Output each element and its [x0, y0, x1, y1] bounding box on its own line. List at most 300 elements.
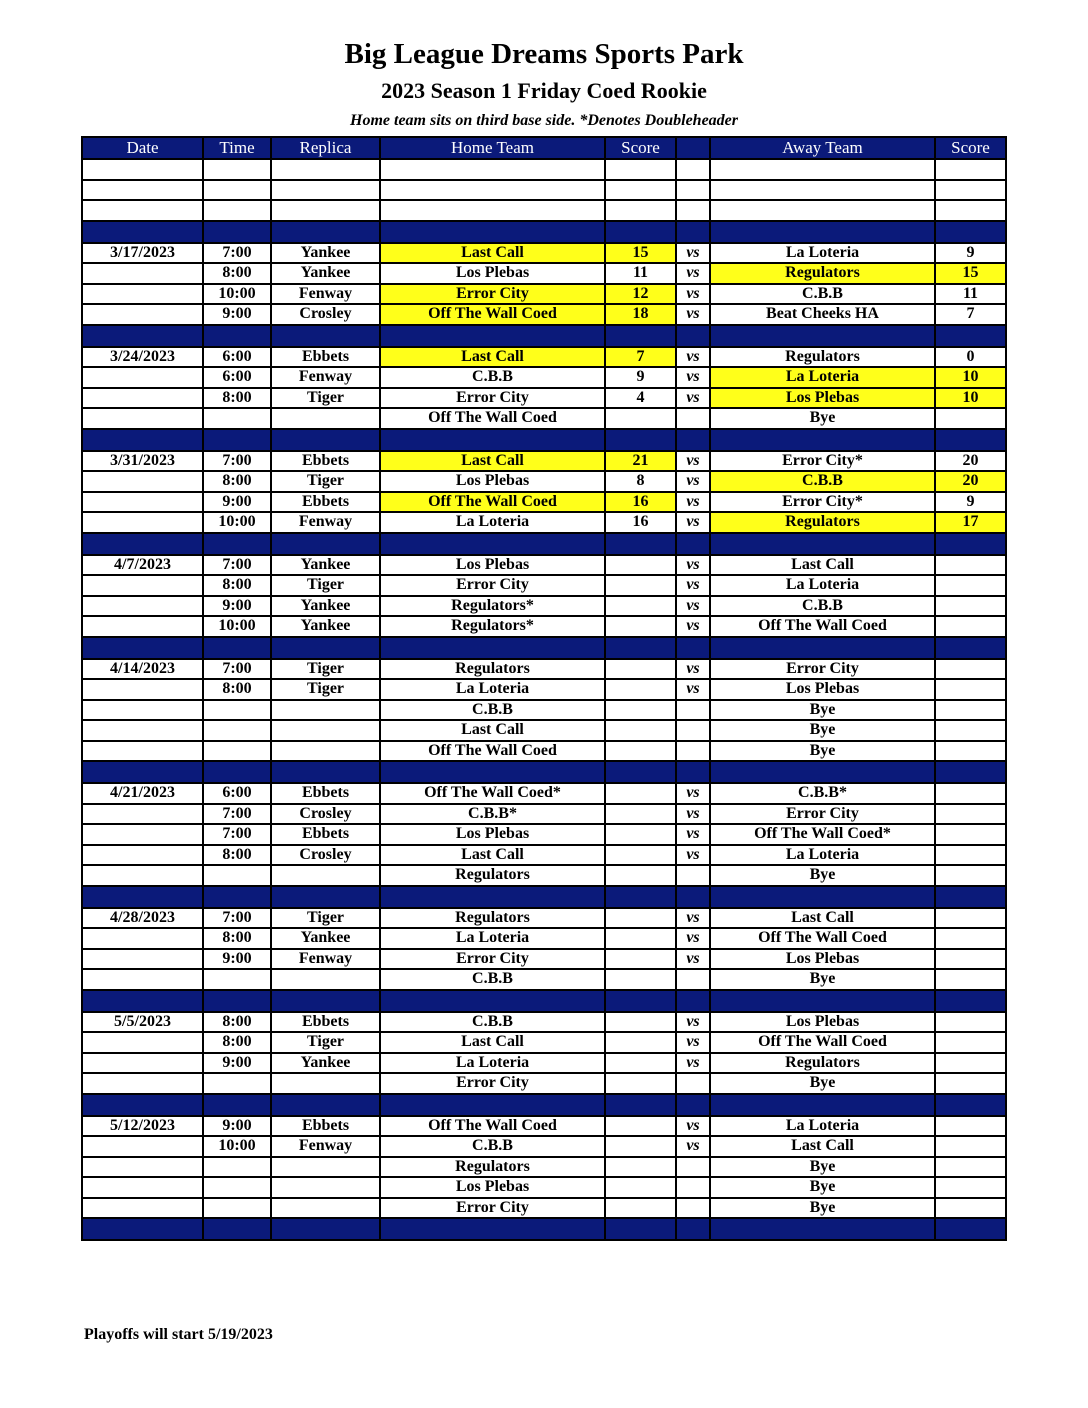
- vs-cell: vs: [676, 659, 710, 680]
- date-cell: [82, 1157, 203, 1178]
- blank-cell: [935, 180, 1006, 201]
- away-score-cell: 10: [935, 388, 1006, 409]
- replica-cell: [271, 865, 380, 886]
- date-cell: [82, 284, 203, 305]
- home-team-cell: Last Call: [380, 243, 605, 264]
- separator-cell: [676, 325, 710, 347]
- away-team-cell: Bye: [710, 408, 935, 429]
- game-row: [82, 1198, 1006, 1219]
- home-score-cell: [605, 596, 676, 617]
- separator-cell: [710, 637, 935, 659]
- date-cell: 4/14/2023: [82, 659, 203, 680]
- separator-cell: [676, 1218, 710, 1240]
- time-cell: [203, 741, 271, 762]
- separator-cell: [605, 886, 676, 908]
- date-cell: 4/7/2023: [82, 555, 203, 576]
- separator-cell: [380, 1094, 605, 1116]
- game-row: [82, 1136, 1006, 1157]
- separator-cell: [271, 221, 380, 243]
- separator-cell: [82, 533, 203, 555]
- separator-cell: [203, 325, 271, 347]
- home-score-cell: [605, 720, 676, 741]
- separator-cell: [676, 886, 710, 908]
- away-score-cell: [935, 659, 1006, 680]
- home-score-cell: [605, 969, 676, 990]
- replica-cell: Tiger: [271, 679, 380, 700]
- replica-cell: Yankee: [271, 263, 380, 284]
- separator-cell: [271, 533, 380, 555]
- away-team-cell: Error City*: [710, 492, 935, 513]
- home-team-cell: Error City: [380, 575, 605, 596]
- vs-cell: vs: [676, 845, 710, 866]
- home-score-cell: 16: [605, 492, 676, 513]
- date-cell: [82, 1177, 203, 1198]
- blank-cell: [676, 180, 710, 201]
- time-cell: [203, 408, 271, 429]
- replica-cell: Yankee: [271, 616, 380, 637]
- away-score-cell: [935, 741, 1006, 762]
- replica-cell: Ebbets: [271, 347, 380, 368]
- away-score-cell: 17: [935, 512, 1006, 533]
- separator-cell: [271, 637, 380, 659]
- date-cell: 3/17/2023: [82, 243, 203, 264]
- separator-cell: [935, 886, 1006, 908]
- away-score-cell: 9: [935, 492, 1006, 513]
- replica-cell: Yankee: [271, 596, 380, 617]
- away-team-cell: Bye: [710, 865, 935, 886]
- separator-cell: [271, 1218, 380, 1240]
- home-team-cell: Off The Wall Coed: [380, 492, 605, 513]
- away-team-cell: Beat Cheeks HA: [710, 304, 935, 325]
- time-cell: 10:00: [203, 512, 271, 533]
- date-cell: 4/28/2023: [82, 908, 203, 929]
- separator-cell: [935, 533, 1006, 555]
- home-score-cell: [605, 845, 676, 866]
- home-team-cell: Last Call: [380, 720, 605, 741]
- time-cell: 6:00: [203, 783, 271, 804]
- away-score-cell: [935, 1177, 1006, 1198]
- vs-cell: vs: [676, 263, 710, 284]
- separator-cell: [380, 221, 605, 243]
- game-row: [82, 596, 1006, 617]
- page-subtitle: 2023 Season 1 Friday Coed Rookie: [381, 78, 707, 103]
- separator-cell: [203, 1218, 271, 1240]
- time-cell: 6:00: [203, 347, 271, 368]
- vs-cell: vs: [676, 471, 710, 492]
- date-cell: 5/12/2023: [82, 1116, 203, 1137]
- time-cell: [203, 720, 271, 741]
- date-cell: [82, 1136, 203, 1157]
- home-team-cell: Error City: [380, 1073, 605, 1094]
- schedule-body: [82, 159, 1006, 1240]
- home-team-cell: La Loteria: [380, 928, 605, 949]
- home-team-cell: Last Call: [380, 347, 605, 368]
- separator-cell: [271, 1094, 380, 1116]
- away-score-cell: 15: [935, 263, 1006, 284]
- separator-cell: [82, 325, 203, 347]
- away-team-cell: Los Plebas: [710, 388, 935, 409]
- vs-cell: vs: [676, 1116, 710, 1137]
- away-team-cell: Regulators: [710, 1053, 935, 1074]
- separator-cell: [203, 761, 271, 783]
- vs-cell: vs: [676, 347, 710, 368]
- replica-cell: Yankee: [271, 928, 380, 949]
- separator-cell: [271, 990, 380, 1012]
- home-team-cell: Error City: [380, 284, 605, 305]
- replica-cell: [271, 969, 380, 990]
- blank-row: [82, 180, 1006, 201]
- time-cell: 9:00: [203, 304, 271, 325]
- vs-cell: [676, 741, 710, 762]
- away-team-cell: Off The Wall Coed*: [710, 824, 935, 845]
- replica-cell: Ebbets: [271, 492, 380, 513]
- separator-cell: [82, 886, 203, 908]
- home-team-cell: Off The Wall Coed: [380, 1116, 605, 1137]
- away-team-cell: Error City: [710, 804, 935, 825]
- home-score-cell: [605, 1073, 676, 1094]
- date-cell: [82, 824, 203, 845]
- away-team-cell: La Loteria: [710, 575, 935, 596]
- date-cell: [82, 304, 203, 325]
- home-score-cell: 8: [605, 471, 676, 492]
- away-score-cell: [935, 596, 1006, 617]
- time-cell: [203, 1198, 271, 1219]
- game-row: [82, 263, 1006, 284]
- home-score-cell: 11: [605, 263, 676, 284]
- separator-cell: [82, 990, 203, 1012]
- home-team-cell: Regulators*: [380, 596, 605, 617]
- separator-cell: [380, 533, 605, 555]
- vs-cell: vs: [676, 388, 710, 409]
- schedule-table: [81, 136, 1007, 1241]
- date-cell: [82, 263, 203, 284]
- home-score-cell: [605, 1116, 676, 1137]
- separator-cell: [676, 1094, 710, 1116]
- separator-cell: [710, 1218, 935, 1240]
- date-cell: 3/31/2023: [82, 451, 203, 472]
- away-score-cell: [935, 408, 1006, 429]
- away-team-cell: Regulators: [710, 263, 935, 284]
- away-score-cell: 7: [935, 304, 1006, 325]
- vs-cell: vs: [676, 928, 710, 949]
- blank-cell: [203, 200, 271, 221]
- home-score-cell: [605, 1157, 676, 1178]
- time-cell: [203, 700, 271, 721]
- home-team-cell: Off The Wall Coed: [380, 408, 605, 429]
- week-separator: [82, 761, 1006, 783]
- date-cell: [82, 928, 203, 949]
- away-team-cell: C.B.B: [710, 284, 935, 305]
- away-team-cell: La Loteria: [710, 1116, 935, 1137]
- separator-cell: [605, 1218, 676, 1240]
- blank-cell: [710, 159, 935, 180]
- replica-cell: Ebbets: [271, 1012, 380, 1033]
- game-row: [82, 408, 1006, 429]
- home-team-cell: Regulators: [380, 1157, 605, 1178]
- replica-cell: Yankee: [271, 555, 380, 576]
- separator-cell: [82, 761, 203, 783]
- home-score-cell: [605, 1136, 676, 1157]
- blank-cell: [935, 200, 1006, 221]
- week-separator: [82, 533, 1006, 555]
- away-score-cell: [935, 908, 1006, 929]
- blank-cell: [82, 159, 203, 180]
- blank-cell: [271, 180, 380, 201]
- replica-cell: [271, 1073, 380, 1094]
- separator-cell: [676, 990, 710, 1012]
- away-score-cell: [935, 824, 1006, 845]
- home-score-cell: [605, 700, 676, 721]
- replica-cell: [271, 720, 380, 741]
- home-team-cell: La Loteria: [380, 512, 605, 533]
- blank-row: [82, 200, 1006, 221]
- date-cell: [82, 367, 203, 388]
- game-row: [82, 1157, 1006, 1178]
- home-score-cell: 15: [605, 243, 676, 264]
- vs-cell: [676, 969, 710, 990]
- date-cell: [82, 949, 203, 970]
- replica-cell: Tiger: [271, 908, 380, 929]
- home-score-cell: [605, 949, 676, 970]
- home-score-cell: [605, 555, 676, 576]
- away-score-cell: 0: [935, 347, 1006, 368]
- replica-cell: [271, 700, 380, 721]
- time-cell: 7:00: [203, 243, 271, 264]
- time-cell: 7:00: [203, 804, 271, 825]
- vs-cell: vs: [676, 555, 710, 576]
- date-cell: [82, 679, 203, 700]
- vs-cell: [676, 720, 710, 741]
- time-cell: 7:00: [203, 659, 271, 680]
- vs-cell: [676, 700, 710, 721]
- blank-cell: [710, 180, 935, 201]
- vs-cell: vs: [676, 824, 710, 845]
- game-row: [82, 575, 1006, 596]
- vs-cell: vs: [676, 512, 710, 533]
- home-team-cell: C.B.B: [380, 1012, 605, 1033]
- replica-cell: Crosley: [271, 804, 380, 825]
- separator-cell: [605, 325, 676, 347]
- date-cell: [82, 492, 203, 513]
- home-score-cell: 18: [605, 304, 676, 325]
- vs-cell: vs: [676, 284, 710, 305]
- away-score-cell: [935, 720, 1006, 741]
- game-row: [82, 616, 1006, 637]
- date-cell: 4/21/2023: [82, 783, 203, 804]
- game-row: [82, 1012, 1006, 1033]
- separator-cell: [935, 1094, 1006, 1116]
- vs-cell: [676, 1073, 710, 1094]
- home-score-cell: [605, 1053, 676, 1074]
- separator-cell: [676, 221, 710, 243]
- separator-cell: [203, 533, 271, 555]
- away-score-cell: 9: [935, 243, 1006, 264]
- game-row: [82, 865, 1006, 886]
- home-score-cell: [605, 928, 676, 949]
- away-score-cell: [935, 575, 1006, 596]
- game-row: [82, 949, 1006, 970]
- home-score-cell: [605, 616, 676, 637]
- vs-cell: [676, 1157, 710, 1178]
- header-row: [82, 137, 1006, 159]
- replica-cell: [271, 408, 380, 429]
- separator-cell: [935, 325, 1006, 347]
- away-team-cell: Bye: [710, 969, 935, 990]
- blank-cell: [710, 200, 935, 221]
- replica-cell: [271, 1157, 380, 1178]
- home-team-cell: La Loteria: [380, 1053, 605, 1074]
- separator-cell: [203, 637, 271, 659]
- away-score-cell: [935, 783, 1006, 804]
- home-team-cell: C.B.B: [380, 969, 605, 990]
- game-row: [82, 969, 1006, 990]
- time-cell: [203, 1177, 271, 1198]
- home-score-cell: [605, 741, 676, 762]
- separator-cell: [605, 1094, 676, 1116]
- away-team-cell: Bye: [710, 1157, 935, 1178]
- date-cell: [82, 408, 203, 429]
- home-score-cell: 7: [605, 347, 676, 368]
- away-score-cell: [935, 949, 1006, 970]
- game-row: [82, 679, 1006, 700]
- away-score-cell: [935, 1136, 1006, 1157]
- game-row: [82, 451, 1006, 472]
- away-team-cell: C.B.B: [710, 596, 935, 617]
- home-team-cell: Error City: [380, 388, 605, 409]
- date-cell: [82, 700, 203, 721]
- time-cell: 8:00: [203, 575, 271, 596]
- away-team-cell: Bye: [710, 700, 935, 721]
- game-row: [82, 824, 1006, 845]
- separator-cell: [605, 761, 676, 783]
- away-team-cell: Last Call: [710, 908, 935, 929]
- col-time: Time: [203, 137, 271, 159]
- separator-cell: [380, 637, 605, 659]
- away-score-cell: 11: [935, 284, 1006, 305]
- replica-cell: Crosley: [271, 304, 380, 325]
- home-score-cell: [605, 679, 676, 700]
- time-cell: 8:00: [203, 845, 271, 866]
- replica-cell: Fenway: [271, 1136, 380, 1157]
- separator-cell: [82, 637, 203, 659]
- time-cell: 9:00: [203, 492, 271, 513]
- game-row: [82, 804, 1006, 825]
- blank-row: [82, 159, 1006, 180]
- separator-cell: [203, 1094, 271, 1116]
- vs-cell: vs: [676, 908, 710, 929]
- away-team-cell: Off The Wall Coed: [710, 1032, 935, 1053]
- separator-cell: [271, 429, 380, 451]
- separator-cell: [271, 886, 380, 908]
- replica-cell: Tiger: [271, 471, 380, 492]
- replica-cell: Crosley: [271, 845, 380, 866]
- game-row: [82, 845, 1006, 866]
- separator-cell: [605, 990, 676, 1012]
- blank-cell: [380, 159, 605, 180]
- away-team-cell: C.B.B*: [710, 783, 935, 804]
- away-score-cell: [935, 804, 1006, 825]
- game-row: [82, 741, 1006, 762]
- time-cell: 7:00: [203, 451, 271, 472]
- game-row: [82, 1053, 1006, 1074]
- week-separator: [82, 221, 1006, 243]
- time-cell: 7:00: [203, 555, 271, 576]
- blank-cell: [271, 200, 380, 221]
- away-score-cell: [935, 679, 1006, 700]
- col-vs: [676, 137, 710, 159]
- time-cell: 8:00: [203, 471, 271, 492]
- game-row: [82, 908, 1006, 929]
- separator-cell: [710, 761, 935, 783]
- away-team-cell: Error City*: [710, 451, 935, 472]
- vs-cell: vs: [676, 575, 710, 596]
- vs-cell: vs: [676, 949, 710, 970]
- away-team-cell: Off The Wall Coed: [710, 928, 935, 949]
- home-score-cell: [605, 865, 676, 886]
- blank-cell: [605, 180, 676, 201]
- replica-cell: Ebbets: [271, 1116, 380, 1137]
- away-team-cell: Last Call: [710, 1136, 935, 1157]
- home-team-cell: C.B.B*: [380, 804, 605, 825]
- home-score-cell: [605, 1012, 676, 1033]
- home-team-cell: Error City: [380, 949, 605, 970]
- away-team-cell: Bye: [710, 741, 935, 762]
- home-team-cell: Los Plebas: [380, 824, 605, 845]
- home-score-cell: [605, 575, 676, 596]
- separator-cell: [676, 761, 710, 783]
- separator-cell: [380, 886, 605, 908]
- date-cell: [82, 616, 203, 637]
- date-cell: [82, 845, 203, 866]
- date-cell: [82, 741, 203, 762]
- time-cell: 9:00: [203, 1116, 271, 1137]
- away-team-cell: Bye: [710, 1198, 935, 1219]
- game-row: [82, 304, 1006, 325]
- date-cell: [82, 969, 203, 990]
- away-team-cell: Bye: [710, 1073, 935, 1094]
- week-separator: [82, 1218, 1006, 1240]
- col-away-score: Score: [935, 137, 1006, 159]
- game-row: [82, 700, 1006, 721]
- separator-cell: [935, 637, 1006, 659]
- date-cell: [82, 1032, 203, 1053]
- away-team-cell: Bye: [710, 1177, 935, 1198]
- vs-cell: vs: [676, 1136, 710, 1157]
- vs-cell: vs: [676, 616, 710, 637]
- away-score-cell: [935, 616, 1006, 637]
- time-cell: [203, 1157, 271, 1178]
- time-cell: 8:00: [203, 1032, 271, 1053]
- separator-cell: [935, 429, 1006, 451]
- blank-cell: [605, 159, 676, 180]
- date-cell: [82, 865, 203, 886]
- home-score-cell: [605, 783, 676, 804]
- vs-cell: vs: [676, 451, 710, 472]
- vs-cell: vs: [676, 367, 710, 388]
- separator-cell: [380, 429, 605, 451]
- separator-cell: [82, 1218, 203, 1240]
- game-row: [82, 659, 1006, 680]
- home-team-cell: Off The Wall Coed: [380, 304, 605, 325]
- date-cell: [82, 596, 203, 617]
- away-score-cell: [935, 865, 1006, 886]
- home-score-cell: [605, 659, 676, 680]
- time-cell: [203, 1073, 271, 1094]
- separator-cell: [271, 761, 380, 783]
- replica-cell: Tiger: [271, 575, 380, 596]
- replica-cell: [271, 741, 380, 762]
- time-cell: 9:00: [203, 1053, 271, 1074]
